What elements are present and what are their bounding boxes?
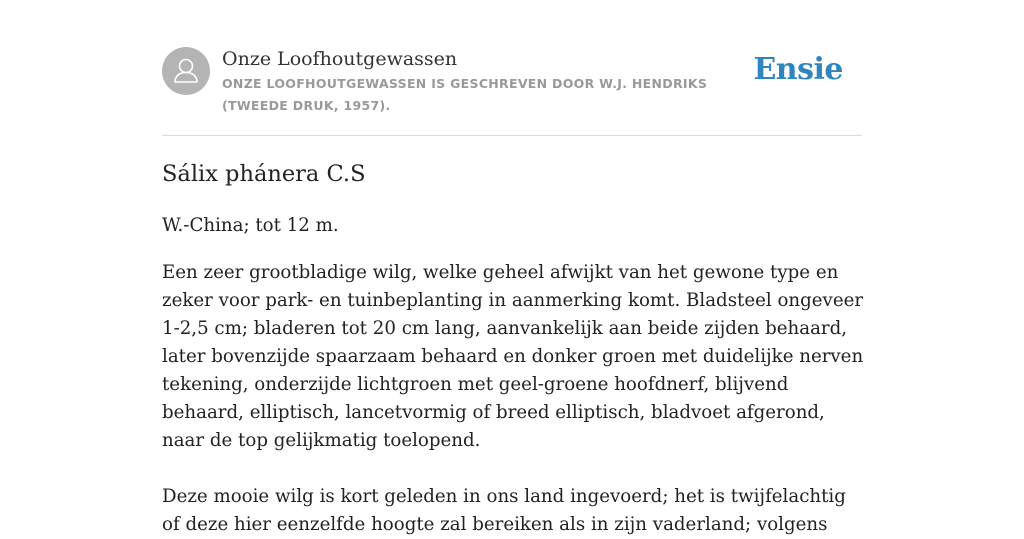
user-icon	[162, 47, 210, 95]
source-header	[162, 46, 862, 136]
source-title[interactable]: Onze Loofhoutgewassen	[222, 48, 458, 70]
entry-region: W.-China; tot 12 m.	[162, 215, 339, 236]
entry-body	[162, 212, 867, 539]
entry-paragraph-description: Een zeer grootbladige wilg, welke geheel afwijkt van het gewone type en zeker voor park- en tuinbeplanting in aanmerking komt. Bladsteel ongeveer 1-2,5 cm; bladeren tot 20 cm lang, aanvankelijk aan beide zijden behaard, later bovenzijde spaarzaam behaard en donker groen met duidelijke nerven tekening, onderzijde lichtgroen met geel-groene hoofdnerf, blijvend behaard, elliptisch, lancetvormig of breed elliptisch, bladvoet afgerond, naar de top gelijkmatig toelopend.	[162, 262, 864, 451]
brand-logo[interactable]: Ensie	[753, 52, 843, 87]
entry-paragraph-note: Deze mooie wilg is kort geleden in ons land ingevoerd; het is twijfelachtig of deze hier eenzelfde hoogte zal bereiken als in zijn vaderland; volgens	[162, 486, 846, 535]
source-description: ONZE LOOFHOUTGEWASSEN IS GESCHREVEN DOOR W.J. HENDRIKS (TWEEDE DRUK, 1957).	[222, 76, 708, 113]
entry-title: Sálix phánera C.S	[162, 161, 366, 187]
avatar[interactable]	[162, 47, 210, 95]
